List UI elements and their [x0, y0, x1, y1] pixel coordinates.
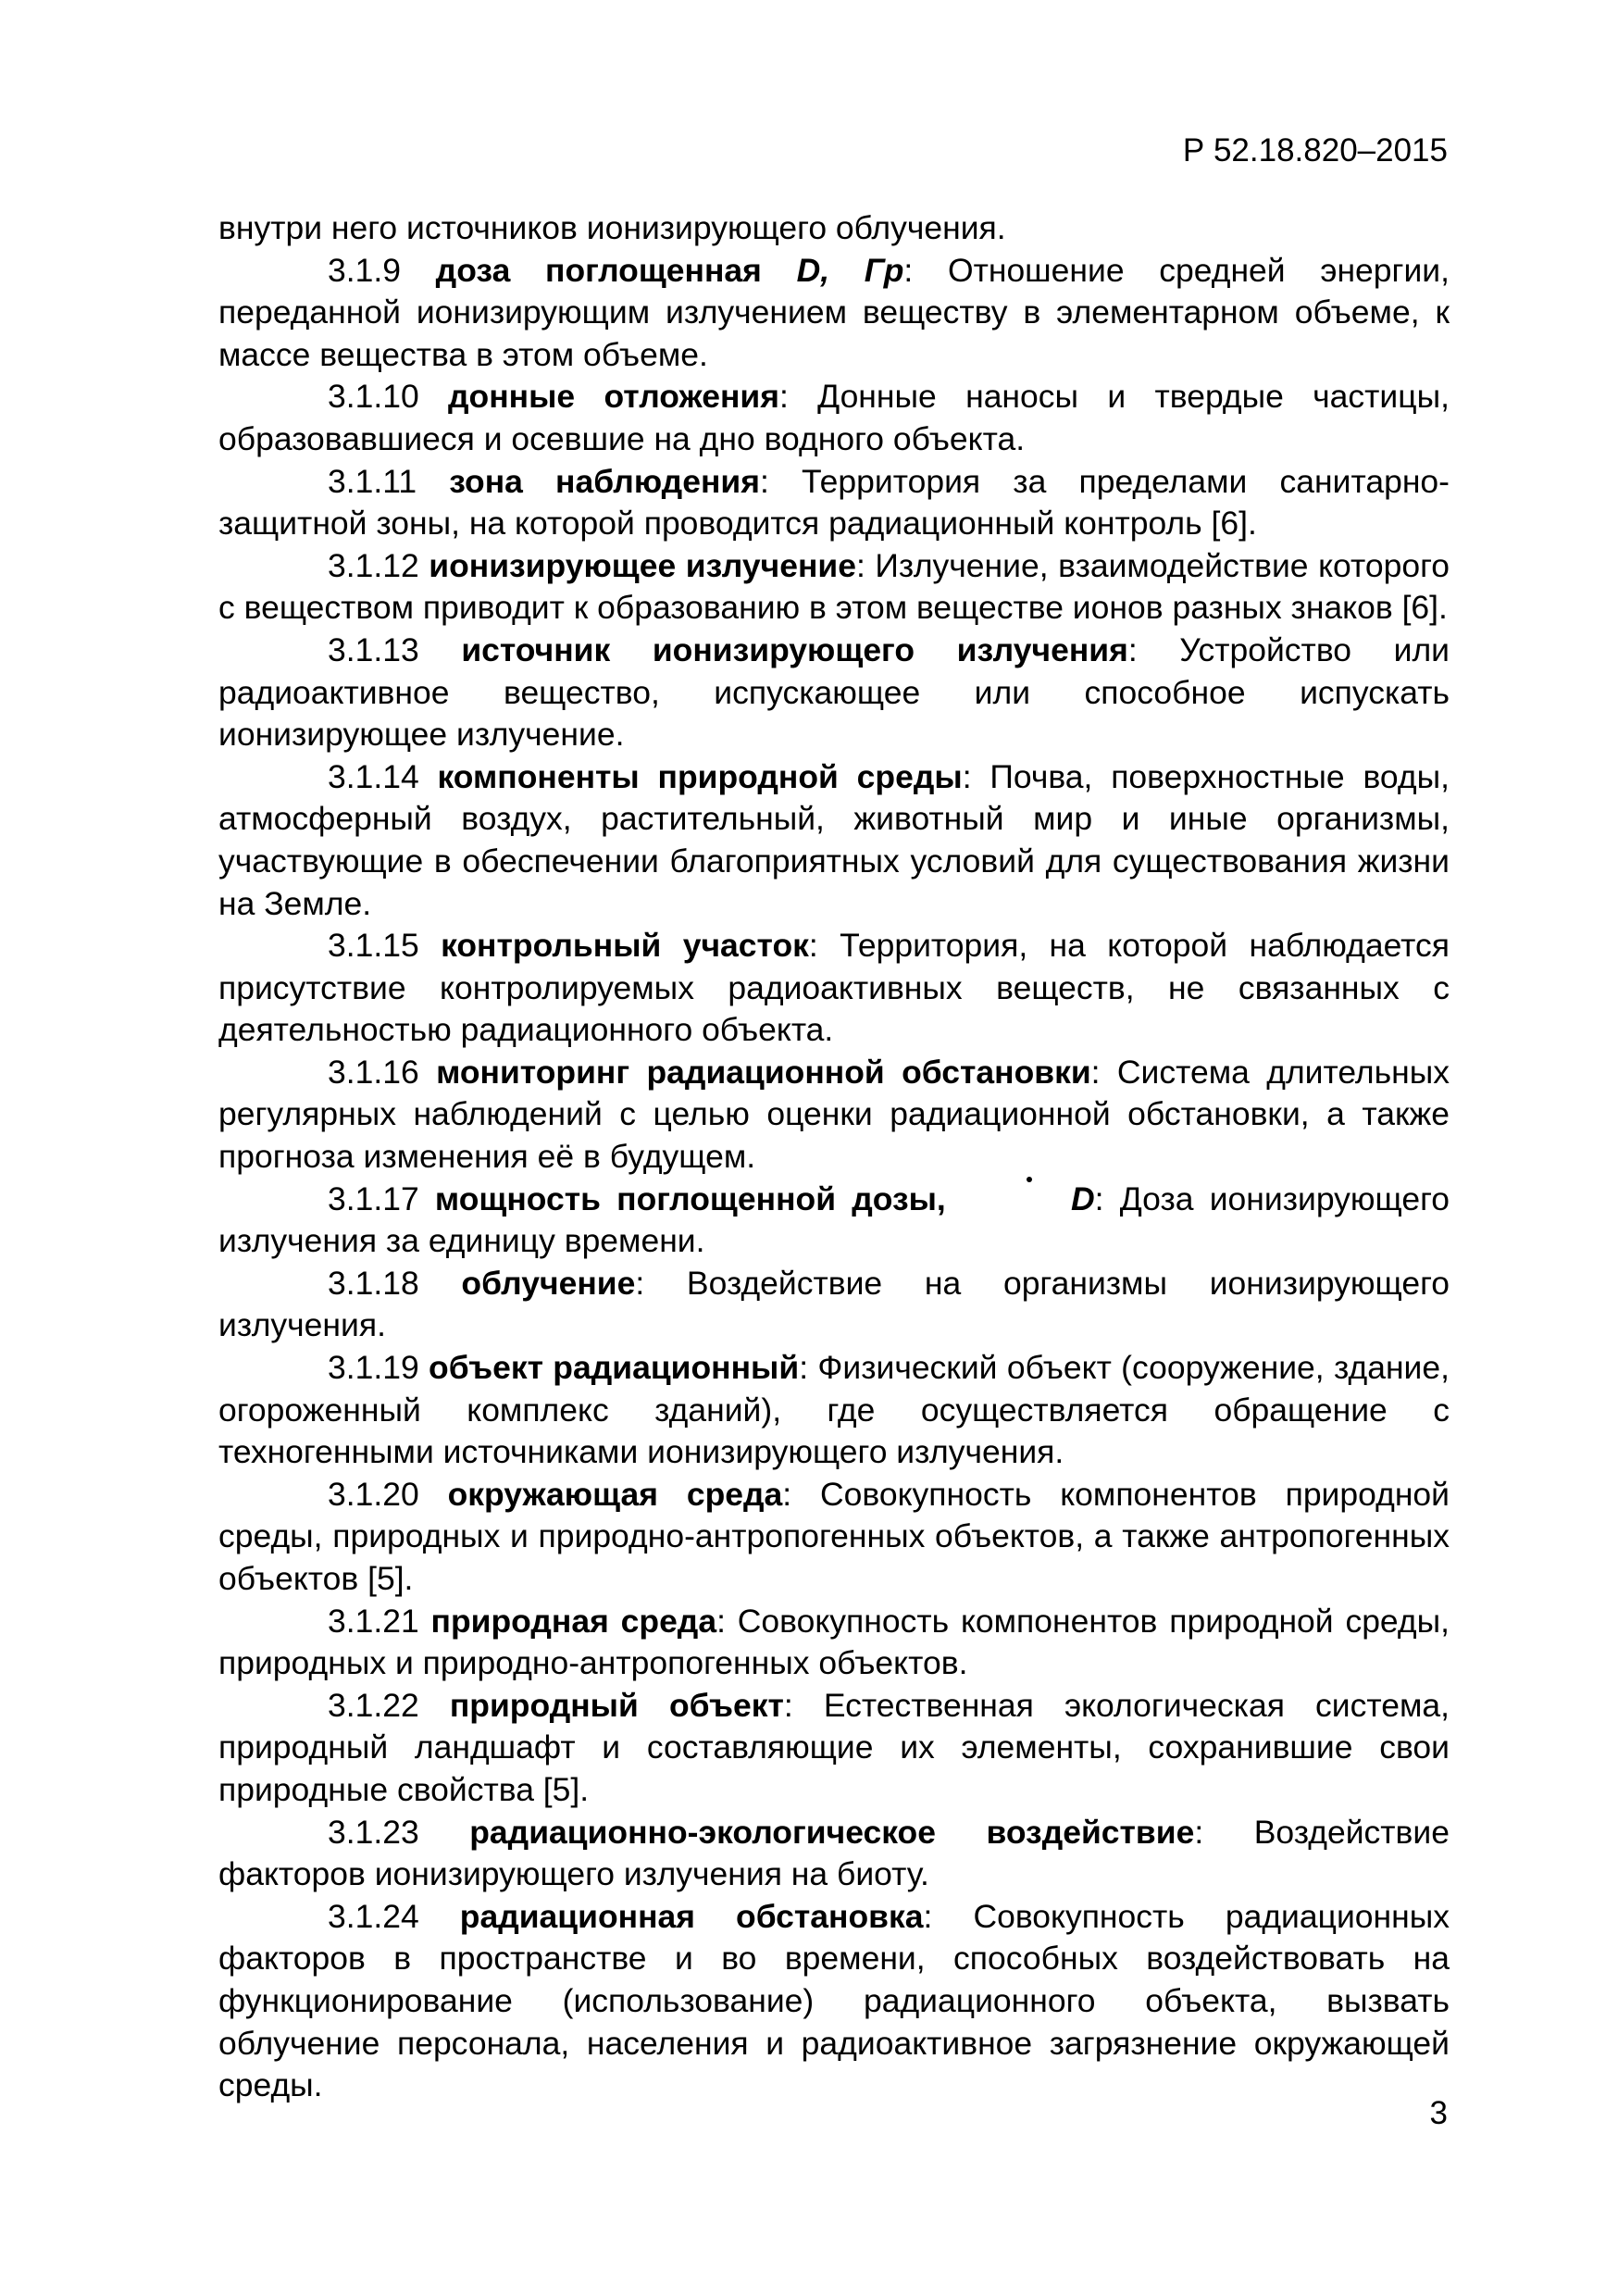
- entry-term: мощность поглощенной дозы,: [434, 1179, 946, 1217]
- entry-colon: :: [1094, 1179, 1104, 1217]
- definition-3-1-22: [218, 1685, 1450, 1812]
- entry-colon: :: [923, 1897, 933, 1935]
- entry-definition: Излучение, взаимодействие которого с веществом приводит к образованию в этом веществе ионов разных знаков [6].: [218, 546, 1450, 627]
- entry-colon: :: [855, 546, 865, 584]
- entry-symbol: D, Гр: [796, 251, 904, 289]
- entry-term: контрольный участок: [441, 927, 809, 965]
- definition-3-1-18: [218, 1263, 1450, 1347]
- entry-number: 3.1.23: [328, 1813, 419, 1851]
- entry-term: зона наблюдения: [449, 462, 760, 500]
- entry-term: природный объект: [449, 1686, 784, 1724]
- entry-term: радиационно-экологическое воздействие: [469, 1813, 1195, 1851]
- definition-3-1-11: [218, 461, 1450, 545]
- entry-number: 3.1.24: [328, 1897, 419, 1935]
- definition-3-1-12: [218, 545, 1450, 630]
- entry-term: окружающая среда: [447, 1475, 783, 1513]
- entry-term: донные отложения: [448, 378, 779, 416]
- entry-colon: :: [759, 462, 769, 500]
- entry-number: 3.1.19: [328, 1349, 419, 1387]
- entry-definition: Естественная экологическая система, природный ландшафт и составляющие их элементы, сохранившие свои природные свойства [5].: [218, 1686, 1450, 1808]
- entry-colon: :: [778, 378, 789, 416]
- definition-3-1-23: [218, 1812, 1450, 1896]
- entry-colon: :: [782, 1475, 792, 1513]
- intro-line: внутри него источников ионизирующего облучения.: [218, 209, 1006, 246]
- entry-term: радиационная обстановка: [459, 1897, 924, 1935]
- entry-number: 3.1.18: [328, 1264, 419, 1302]
- entry-colon: :: [1194, 1813, 1204, 1851]
- dose-rate-symbol: D: [962, 1179, 1095, 1221]
- definition-3-1-13: [218, 630, 1450, 756]
- definition-3-1-17: [218, 1179, 1450, 1263]
- definition-3-1-14: [218, 756, 1450, 925]
- definition-3-1-10: [218, 376, 1450, 460]
- entry-term: объект радиационный: [429, 1349, 800, 1387]
- entry-term: природная среда: [430, 1602, 717, 1640]
- entry-colon: :: [1127, 630, 1138, 668]
- entry-number: 3.1.17: [328, 1179, 419, 1217]
- entry-number: 3.1.21: [328, 1602, 419, 1640]
- entry-term: доза поглощенная: [435, 251, 762, 289]
- entry-colon: :: [716, 1602, 726, 1640]
- entry-definition: Почва, поверхностные воды, атмосферный воздух, растительный, животный мир и иные организмы, участвующие в обеспечении благоприятных условий для существования жизни на Земле.: [218, 757, 1450, 922]
- entry-term: источник ионизирующего излучения: [461, 630, 1128, 668]
- entry-colon: :: [808, 927, 818, 965]
- entry-colon: :: [783, 1686, 793, 1724]
- entry-definition: Территория за пределами санитарно-защитной зоны, на которой проводится радиационный контроль [6].: [218, 462, 1450, 543]
- entry-colon: :: [799, 1349, 809, 1387]
- entry-definition: Система длительных регулярных наблюдений с целью оценки радиационной обстановки, а также прогноза изменения её в будущем.: [218, 1053, 1450, 1176]
- entry-number: 3.1.20: [328, 1475, 419, 1513]
- entry-term: мониторинг радиационной обстановки: [436, 1053, 1091, 1091]
- definition-3-1-19: [218, 1347, 1450, 1474]
- entry-number: 3.1.22: [328, 1686, 419, 1724]
- entry-number: 3.1.11: [328, 462, 417, 500]
- entry-definition: Физический объект (сооружение, здание, огороженный комплекс зданий), где осуществляется обращение с техногенными источниками ионизирующего излучения.: [218, 1349, 1450, 1471]
- entry-number: 3.1.15: [328, 927, 419, 965]
- entry-definition: Устройство или радиоактивное вещество, испускающее или способное испускать ионизирующее излучение.: [218, 630, 1450, 754]
- entry-number: 3.1.9: [328, 251, 401, 289]
- entry-number: 3.1.12: [328, 546, 419, 584]
- entry-number: 3.1.16: [328, 1053, 419, 1091]
- entry-definition: Воздействие факторов ионизирующего излучения на биоту.: [218, 1813, 1450, 1893]
- definition-3-1-15: [218, 925, 1450, 1052]
- entry-definition: Совокупность радиационных факторов в пространстве и во времени, способных воздействовать на функционирование (использование) радиационного объекта, вызвать облучение персонала, населения и радиоактивное загрязнение окружающей среды.: [218, 1897, 1450, 2104]
- entry-colon: :: [635, 1264, 645, 1302]
- entry-number: 3.1.14: [328, 757, 419, 795]
- entry-colon: :: [962, 757, 972, 795]
- entry-definition: Донные наносы и твердые частицы, образовавшиеся и осевшие на дно водного объекта.: [218, 378, 1450, 457]
- entry-definition: Воздействие на организмы ионизирующего излучения.: [218, 1264, 1450, 1344]
- entry-definition: Совокупность компонентов природной среды, природных и природно-антропогенных объектов.: [218, 1602, 1450, 1682]
- definition-3-1-9: [218, 250, 1450, 377]
- entry-colon: :: [903, 251, 914, 289]
- entry-definition: Совокупность компонентов природной среды, природных и природно-антропогенных объектов, а также антропогенных объектов [5].: [218, 1475, 1450, 1597]
- page-number: 3: [1429, 2095, 1448, 2131]
- entry-number: 3.1.10: [328, 378, 419, 416]
- document-code: Р 52.18.820–2015: [1182, 132, 1448, 168]
- definition-3-1-21: [218, 1601, 1450, 1685]
- entry-definition: Отношение средней энергии, переданной ионизирующим излучением веществу в элементарном объеме, к массе вещества в этом объеме.: [218, 251, 1450, 373]
- entry-definition: Территория, на которой наблюдается присутствие контролируемых радиоактивных веществ, не связанных с деятельностью радиационного объекта.: [218, 927, 1450, 1049]
- entry-term: ионизирующее излучение: [429, 546, 856, 584]
- definition-3-1-24: [218, 1896, 1450, 2107]
- document-body: [218, 207, 1450, 2107]
- definition-3-1-16: [218, 1052, 1450, 1179]
- definition-3-1-20: [218, 1474, 1450, 1601]
- entry-term: компоненты природной среды: [437, 757, 963, 795]
- entry-definition: Доза ионизирующего излучения за единицу времени.: [218, 1179, 1450, 1260]
- entry-term: облучение: [461, 1264, 636, 1302]
- entry-number: 3.1.13: [328, 630, 419, 668]
- entry-colon: :: [1090, 1053, 1101, 1091]
